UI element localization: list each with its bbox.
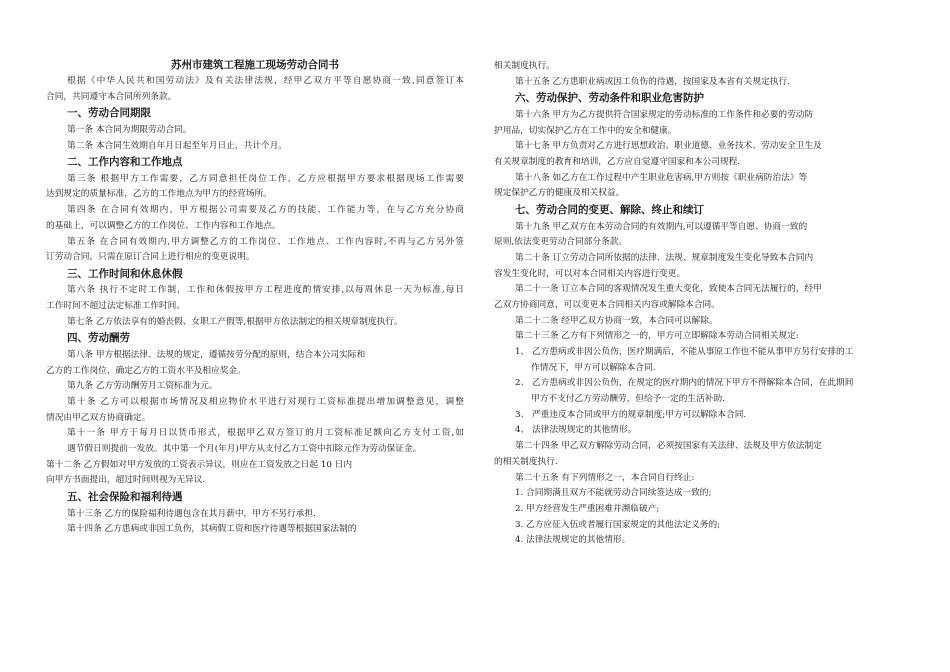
paragraph-line: 乙双方协商同意，可以变更本合同相关内容或解除本合同。 <box>494 299 720 310</box>
paragraph-line: 第四条 在合同有效期内，甲方根据公司需要及乙方的技能、工作能力等，在与乙方充分协商 <box>67 205 464 216</box>
paragraph-line: 有关规章制度的教育和培训，乙方应自觉遵守国家和本公司规程. <box>494 156 741 167</box>
paragraph-line: 第二十一条 订立本合同的客观情况发生重大变化，致使本合同无法履行的，经甲 <box>515 284 822 295</box>
paragraph-line: 2. 甲方经营发生严重困难并濒临破产; <box>515 503 660 514</box>
paragraph-line: 情况由甲乙双方协商确定。 <box>46 412 151 423</box>
paragraph-line: 相关制度执行。 <box>494 61 555 71</box>
paragraph-line: 根据《中华人民共和国劳动法》及有关法律法规，经甲乙双方平等自愿协商一致,同意签订本 <box>67 76 464 86</box>
paragraph-line: 向甲方书面提出，超过时间则视为无异议. <box>46 475 206 486</box>
paragraph-line: 3. 乙方应征入伍或者履行国家规定的其他法定义务的; <box>515 519 721 530</box>
paragraph-line: 乙方的工作岗位，确定乙方的工资水平及相应奖金。 <box>46 365 246 376</box>
paragraph-line: 第八条 甲方根据法律、法规的规定，遵循按劳分配的原则，结合本公司实际和 <box>67 349 366 360</box>
section-heading: 二、工作内容和工作地点 <box>67 156 183 169</box>
section-heading: 三、工作时间和休息休假 <box>67 267 183 280</box>
paragraph-line: 护用品，切实保护乙方在工作中的安全和健康。 <box>494 125 677 136</box>
paragraph-line: 第二十五条 有下列情形之一，本合同自行终止: <box>515 472 695 483</box>
section-heading: 五、社会保险和福利待遇 <box>67 491 183 504</box>
document-title: 苏州市建筑工程施工现场劳动合同书 <box>171 59 339 71</box>
paragraph-line: 第十七条 甲方负责对乙方进行思想政治、职业道德、业务技术、劳动安全卫生及 <box>515 141 822 152</box>
paragraph-line: 第十五条 乙方患职业病或因工负伤的待遇，按国家及本省有关规定执行. <box>515 76 790 87</box>
paragraph-line: 第十条 乙方可以根据市场情况及相应物价水平进行对现行工资标准提出增加调整意见，调整 <box>67 397 464 407</box>
paragraph-line: 4、 法律法规规定的其他情形。 <box>515 425 637 436</box>
paragraph-line: 第二条 本合同生效期自年月日起至年月日止，共计个月。 <box>67 140 287 151</box>
paragraph-line: 达到规定的质量标准，乙方的工作地点为甲方的经营场所。 <box>46 189 272 200</box>
paragraph-line: 容发生变化时，可以对本合同相关内容进行变更。 <box>494 268 686 279</box>
paragraph-line: 1、 乙方患病或非因公负伤，医疗期满后，不能从事原工作也不能从事甲方另行安排的工 <box>515 347 854 357</box>
section-heading: 七、劳动合同的变更、解除、终止和续订 <box>515 204 704 216</box>
paragraph-line: 1. 合同期满且双方不能就劳动合同续签达成一致的; <box>515 488 712 499</box>
paragraph-line: 甲方不支付乙方劳动酬劳，但给予一定的生活补助. <box>531 394 725 405</box>
paragraph-line: 原则,依法变更劳动合同部分条款。 <box>494 237 628 248</box>
section-heading: 六、劳动保护、劳动条件和职业危害防护 <box>515 92 704 105</box>
paragraph-line: 4. 法律法规规定的其他情形。 <box>515 535 631 546</box>
paragraph-line: 第二十四条 甲乙双方解除劳动合同，必须按国家有关法律、法规及甲方依法制定 <box>515 441 822 452</box>
paragraph-line: 第十四条 乙方患病或非因工负伤，其病假工资和医疗待遇等根据国家法制的 <box>67 524 357 535</box>
paragraph-line: 第七条 乙方依法享有的婚丧假、女职工产假等,根据甲方依法制定的相关规章制度执行。 <box>67 316 403 327</box>
paragraph-line: 第十一条 甲方于每月日以货币形式，根据甲乙双方签订的月工资标准足额向乙方支付工资,如 <box>67 428 464 439</box>
paragraph-line: 第十二条 乙方假如对甲方发放的工资表示异议，则应在工资发放之日起 10 日内 <box>46 459 353 470</box>
paragraph-line: 的相关制度执行. <box>494 456 558 467</box>
section-heading: 一、劳动合同期限 <box>67 107 151 120</box>
paragraph-line: 第九条 乙方劳动酬劳月工资标准为元。 <box>67 381 218 392</box>
paragraph-line: 第二十条 订立劳动合同所依据的法律、法规、规章制度发生变化导致本合同内 <box>515 252 814 263</box>
paragraph-line: 作情况下，甲方可以解除本合同. <box>531 362 656 373</box>
paragraph-line: 第五条 在合同有效期内,甲方调整乙方的工作岗位、工作地点、工作内容时,不再与乙方另外签 <box>67 236 464 247</box>
paragraph-line: 2、 乙方患病或非因公负伤，在规定的医疗期内的情况下甲方不得解除本合同，在此期间 <box>515 378 854 389</box>
paragraph-line: 第二十三条 乙方有下列情形之一的，甲方可立即解除本劳动合同相关规定: <box>515 331 799 342</box>
paragraph-line: 规定保护乙方的健康及相关权益。 <box>494 188 625 199</box>
paragraph-line: 的基础上，可以调整乙方的工作岗位、工作内容和工作地点。 <box>46 220 281 231</box>
paragraph-line: 第十九条 甲乙双方在本劳动合同的有效期内,可以遵循平等自愿、协商一致的 <box>515 221 808 232</box>
paragraph-line: 第十八条 如乙方在工作过程中产生职业危害病,甲方则按《职业病防治法》等 <box>515 172 808 183</box>
paragraph-line: 合同，共同遵守本合同所列条款。 <box>46 91 177 102</box>
paragraph-line: 第二十二条 经甲乙双方协商一致，本合同可以解除。 <box>515 315 718 326</box>
paragraph-line: 3、 严重违反本合同或甲方的规章制度;甲方可以解除本合同. <box>515 409 747 420</box>
paragraph-line: 遇节假日则提前一发放。其中第一个月(年月)甲方从支付乙方工资中扣除元作为劳动保证金。 <box>67 444 422 455</box>
paragraph-line: 第十三条 乙方的保险福利待遇包含在其月薪中，甲方不另行承担. <box>67 508 316 519</box>
paragraph-line: 工作时间不超过法定标准工作时间。 <box>46 301 185 312</box>
section-heading: 四、劳动酬劳 <box>67 332 130 345</box>
right-column <box>494 0 894 549</box>
paragraph-line: 第十六条 甲方为乙方提供符合国家规定的劳动标准的工作条件和必要的劳动防 <box>515 109 814 120</box>
paragraph-line: 第六条 执行不定时工作制，工作和休假按甲方工程进度酌情安排,以每周休息一天为标准,每日 <box>67 285 464 296</box>
paragraph-line: 第三条 根据甲方工作需要，乙方同意担任岗位工作，乙方应根据甲方要求根据现场工作需要 <box>67 173 464 184</box>
left-column <box>46 0 464 538</box>
paragraph-line: 订劳动合同，只需在原订合同上进行相应的变更说明。 <box>46 252 255 263</box>
paragraph-line: 第一条 本合同为期限劳动合同。 <box>67 124 192 135</box>
